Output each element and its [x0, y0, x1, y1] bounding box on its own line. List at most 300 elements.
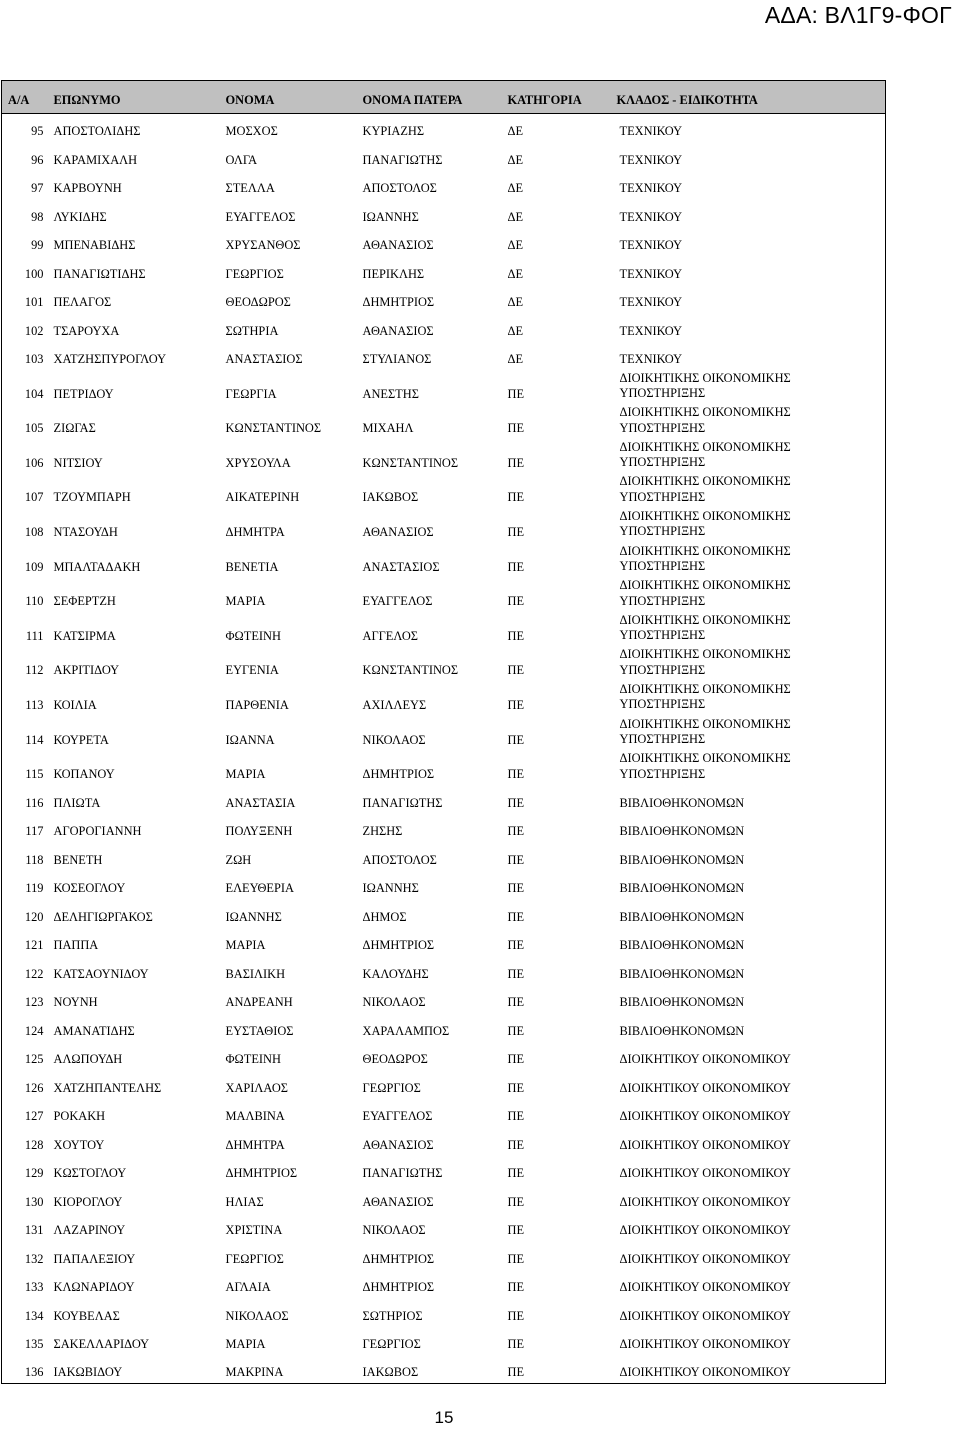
cell-category: ΔΕ [507, 352, 524, 366]
table-row [2, 313, 886, 342]
cell-first-name: ΜΑΡΙΑ [225, 1337, 266, 1352]
cell-category: ΠΕ [507, 767, 525, 782]
cell-category: ΠΕ [507, 490, 525, 505]
cell-first-name: ΗΛΙΑΣ [225, 1194, 264, 1209]
table-row [2, 256, 886, 285]
cell-row-number: 103 [2, 342, 54, 371]
branch-line: ΔΙΟΙΚΗΤΙΚΗΣ ΟΙΚΟΝΟΜΙΚΗΣ [619, 474, 791, 489]
cell-row-number: 110 [2, 578, 54, 613]
branch-line: ΔΙΟΙΚΗΤΙΚΗΣ ΟΙΚΟΝΟΜΙΚΗΣ [619, 543, 791, 558]
cell-father-name: ΙΑΚΩΒΟΣ [363, 1355, 508, 1384]
table-row [2, 899, 886, 928]
cell-first-name: ΦΩΤΕΙΝΗ [225, 628, 281, 643]
cell-first-name: ΜΑΛΒΙΝΑ [225, 1109, 285, 1124]
cell-row-number: 133 [2, 1270, 54, 1299]
cell-branch [617, 578, 886, 613]
cell-row-number: 109 [2, 543, 54, 578]
cell-row-number: 96 [2, 142, 54, 171]
header-row [2, 81, 886, 114]
cell-surname: ΛΑΖΑΡΙΝΟΥ [53, 1223, 126, 1238]
cell-row-number: 121 [2, 928, 54, 957]
cell-surname: ΧΑΤΖΗΠΑΝΤΕΛΗΣ [53, 1080, 162, 1095]
cell-father-name: ΓΕΩΡΓΙΟΣ [362, 1337, 421, 1352]
cell-surname: ΝΙΤΣΙΟΥ [53, 455, 103, 470]
cell-surname: ΝΤΑΣΟΥΔΗ [53, 524, 118, 539]
cell-category: ΠΕ [507, 1023, 525, 1038]
cell-branch [617, 439, 886, 474]
cell-row-number: 118 [2, 842, 54, 871]
cell-row-number: 126 [2, 1070, 54, 1099]
branch-line: ΔΙΟΙΚΗΤΙΚΟΥ ΟΙΚΟΝΟΜΙΚΟΥ [619, 1223, 791, 1238]
cell-branch [617, 142, 886, 171]
cell-father-name: ΑΘΑΝΑΣΙΟΣ [362, 524, 434, 539]
cell-branch [617, 716, 886, 751]
branch-line: ΥΠΟΣΤΗΡΙΞΗΣ [619, 697, 706, 712]
branch-line: ΔΙΟΙΚΗΤΙΚΗΣ ΟΙΚΟΝΟΜΙΚΗΣ [619, 612, 791, 627]
cell-first-name: ΓΕΩΡΓΙΟΣ [225, 266, 284, 281]
cell-surname: ΚΑΤΣΑΟΥΝΙΔΟΥ [53, 966, 149, 981]
cell-category: ΠΕ [507, 1280, 525, 1295]
branch-line: ΥΠΟΣΤΗΡΙΞΗΣ [619, 628, 706, 643]
cell-first-name: ΠΟΛΥΞΕΝΗ [225, 824, 293, 839]
cell-father-name: ΑΘΑΝΑΣΙΟΣ [362, 323, 434, 338]
table-row [2, 1213, 886, 1242]
cell-father-name: ΔΗΜΗΤΡΙΟΣ [362, 1280, 435, 1295]
cell-surname: ΚΩΣΤΟΓΛΟΥ [53, 1166, 127, 1181]
table-row [2, 1184, 886, 1213]
cell-surname: ΠΛΙΩΤΑ [53, 795, 101, 810]
cell-first-name: ΕΛΕΥΘΕΡΙΑ [225, 881, 294, 896]
cell-row-number: 116 [2, 785, 54, 814]
cell-row-number: 115 [2, 751, 54, 786]
cell-father-name: ΔΗΜΗΤΡΙΟΣ [362, 295, 435, 309]
cell-row-number: 130 [2, 1184, 54, 1213]
cell-father-name: ΠΕΡΙΚΛΗΣ [362, 266, 425, 281]
cell-surname: ΡΟΚΑΚΗ [53, 1109, 106, 1124]
cell-first-name: ΔΗΜΗΤΡΑ [225, 524, 285, 539]
column-header-name: ΟΝΟΜΑ [226, 81, 363, 114]
branch-line: ΔΙΟΙΚΗΤΙΚΗΣ ΟΙΚΟΝΟΜΙΚΗΣ [619, 647, 791, 662]
table-row [2, 228, 886, 257]
cell-father-name: ΙΑΚΩΒΟΣ [362, 490, 419, 505]
cell-first-name: ΒΑΣΙΛΙΚΗ [225, 966, 286, 981]
cell-father-name: ΔΗΜΟΣ [362, 909, 407, 924]
cell-row-number: 112 [2, 647, 54, 682]
cell-father-name: ΝΙΚΟΛΑΟΣ [362, 1223, 426, 1238]
cell-surname: ΔΕΛΗΓΙΩΡΓΑΚΟΣ [53, 909, 153, 924]
cell-surname: ΠΑΠΑΛΕΞΙΟΥ [53, 1251, 136, 1266]
cell-branch [617, 1298, 886, 1327]
cell-row-number: 105 [2, 405, 54, 440]
table-row [2, 842, 886, 871]
column-header-branch: ΚΛΑΔΟΣ - ΕΙΔΙΚΟΤΗΤΑ [617, 81, 886, 114]
branch-line: ΔΙΟΙΚΗΤΙΚΟΥ ΟΙΚΟΝΟΜΙΚΟΥ [619, 1251, 791, 1266]
cell-row-number: 108 [2, 508, 54, 543]
cell-row-number: 98 [2, 199, 54, 228]
branch-line: ΤΕΧΝΙΚΟΥ [619, 295, 683, 309]
cell-father-name: ΠΑΝΑΓΙΩΤΗΣ [362, 1166, 443, 1181]
cell-branch [617, 928, 886, 957]
cell-branch [617, 647, 886, 682]
table-row [2, 814, 886, 843]
branch-line: ΔΙΟΙΚΗΤΙΚΟΥ ΟΙΚΟΝΟΜΙΚΟΥ [619, 1166, 791, 1181]
cell-surname: ΤΖΟΥΜΠΑΡΗ [53, 490, 131, 505]
cell-surname: ΚΟΠΑΝΟΥ [53, 767, 115, 782]
cell-first-name: ΣΤΕΛΛΑ [225, 181, 275, 195]
cell-first-name: ΙΩΑΝΝΗΣ [225, 909, 282, 924]
branch-line: ΤΕΧΝΙΚΟΥ [619, 266, 683, 281]
cell-branch [617, 199, 886, 228]
cell-first-name: ΔΗΜΗΤΡΑ [225, 1137, 285, 1152]
cell-father-name: ΙΩΑΝΝΗΣ [362, 881, 419, 896]
cell-first-name: ΧΡΙΣΤΙΝΑ [225, 1223, 283, 1238]
cell-category: ΠΕ [507, 966, 525, 981]
cell-first-name: ΑΙΚΑΤΕΡΙΝΗ [225, 490, 300, 505]
cell-first-name: ΦΩΤΕΙΝΗ [225, 1052, 281, 1067]
cell-first-name: ΧΑΡΙΛΑΟΣ [225, 1080, 288, 1095]
branch-line: ΔΙΟΙΚΗΤΙΚΗΣ ΟΙΚΟΝΟΜΙΚΗΣ [619, 508, 791, 523]
cell-category: ΠΕ [507, 1166, 525, 1181]
cell-branch [617, 114, 886, 143]
cell-surname: ΑΠΟΣΤΟΛΙΔΗΣ [53, 124, 141, 138]
table-row [2, 142, 886, 171]
cell-father-name: ΔΗΜΗΤΡΙΟΣ [362, 938, 435, 953]
cell-row-number: 128 [2, 1127, 54, 1156]
cell-first-name: ΜΑΡΙΑ [225, 767, 266, 782]
cell-surname: ΑΛΩΠΟΥΔΗ [53, 1052, 123, 1067]
cell-row-number: 111 [2, 612, 54, 647]
table-row [2, 928, 886, 957]
table-row [2, 1013, 886, 1042]
cell-father-name: ΑΘΑΝΑΣΙΟΣ [362, 1137, 434, 1152]
cell-branch [617, 1099, 886, 1128]
table-row [2, 985, 886, 1014]
cell-row-number: 114 [2, 716, 54, 751]
table-row [2, 543, 886, 578]
cell-branch [617, 171, 886, 200]
table-row [2, 405, 886, 440]
cell-surname: ΖΙΩΓΑΣ [53, 421, 96, 436]
page-number: 15 [434, 1408, 454, 1427]
cell-row-number: 102 [2, 313, 54, 342]
cell-surname: ΠΕΛΑΓΟΣ [53, 295, 112, 309]
cell-branch [617, 1156, 886, 1185]
cell-father-name: ΙΩΑΝΝΗΣ [362, 209, 419, 224]
column-header-surname: ΕΠΩΝΥΜΟ [54, 81, 226, 114]
branch-line: ΔΙΟΙΚΗΤΙΚΟΥ ΟΙΚΟΝΟΜΙΚΟΥ [619, 1280, 791, 1295]
table-row [2, 1298, 886, 1327]
cell-first-name: ΘΕΟΔΩΡΟΣ [225, 295, 291, 309]
cell-surname: ΠΑΠΠΑ [53, 938, 99, 953]
table-row [2, 681, 886, 716]
branch-line: ΒΙΒΛΙΟΘΗΚΟΝΟΜΩΝ [619, 1023, 745, 1038]
cell-first-name: ΓΕΩΡΓΙΑ [225, 386, 277, 401]
cell-row-number: 135 [2, 1327, 54, 1356]
cell-category: ΠΕ [507, 1052, 525, 1067]
table-row [2, 1070, 886, 1099]
branch-line: ΥΠΟΣΤΗΡΙΞΗΣ [619, 420, 706, 435]
cell-father-name: ΑΝΕΣΤΗΣ [362, 386, 419, 401]
table-row [2, 1355, 886, 1384]
cell-row-number: 99 [2, 228, 54, 257]
table-row [2, 342, 886, 371]
cell-first-name: ΜΑΡΙΑ [225, 938, 266, 953]
cell-first-name: ΣΩΤΗΡΙΑ [225, 323, 279, 338]
cell-first-name: ΒΕΝΕΤΙΑ [225, 559, 279, 574]
cell-row-number: 132 [2, 1241, 54, 1270]
branch-line: ΥΠΟΣΤΗΡΙΞΗΣ [619, 524, 706, 539]
cell-category: ΠΕ [507, 628, 525, 643]
cell-branch [617, 508, 886, 543]
cell-first-name: ΜΟΣΧΟΣ [225, 124, 278, 138]
column-header-category: ΚΑΤΗΓΟΡΙΑ [508, 81, 617, 114]
cell-father-name: ΑΝΑΣΤΑΣΙΟΣ [362, 559, 440, 574]
cell-first-name: ΧΡΥΣΟΥΛΑ [225, 455, 291, 470]
table-row [2, 439, 886, 474]
cell-first-name: ΓΕΩΡΓΙΟΣ [225, 1251, 284, 1266]
cell-surname: ΜΠΑΛΤΑΔΑΚΗ [53, 559, 141, 574]
table-row [2, 1042, 886, 1071]
cell-first-name: ΟΛΓΑ [225, 152, 258, 167]
cell-father-name: ΝΙΚΟΛΑΟΣ [362, 995, 426, 1010]
branch-line: ΥΠΟΣΤΗΡΙΞΗΣ [619, 386, 706, 401]
branch-line: ΔΙΟΙΚΗΤΙΚΗΣ ΟΙΚΟΝΟΜΙΚΗΣ [619, 439, 791, 454]
cell-branch [617, 543, 886, 578]
cell-row-number: 124 [2, 1013, 54, 1042]
cell-surname: ΑΚΡΙΤΙΔΟΥ [53, 663, 120, 678]
cell-category: ΠΕ [507, 697, 525, 712]
column-header-father-name: ΟΝΟΜΑ ΠΑΤΕΡΑ [363, 81, 508, 114]
cell-first-name: ΜΑΡΙΑ [225, 594, 266, 609]
branch-line: ΔΙΟΙΚΗΤΙΚΗΣ ΟΙΚΟΝΟΜΙΚΗΣ [619, 370, 791, 385]
branch-line: ΤΕΧΝΙΚΟΥ [619, 352, 683, 366]
cell-category: ΠΕ [507, 1337, 525, 1352]
cell-row-number: 107 [2, 474, 54, 509]
cell-branch [617, 228, 886, 257]
cell-first-name: ΚΩΝΣΤΑΝΤΙΝΟΣ [225, 421, 322, 436]
table-row [2, 508, 886, 543]
cell-father-name: ΑΘΑΝΑΣΙΟΣ [362, 1194, 434, 1209]
cell-branch [617, 751, 886, 786]
cell-first-name: ΧΡΥΣΑΝΘΟΣ [225, 238, 301, 252]
cell-branch [617, 681, 886, 716]
cell-row-number: 125 [2, 1042, 54, 1071]
table-row [2, 716, 886, 751]
cell-surname: ΝΟΥΝΗ [53, 995, 98, 1010]
cell-branch [617, 1042, 886, 1071]
cell-surname: ΚΑΡΒΟΥΝΗ [53, 181, 122, 195]
cell-first-name: ΑΝΑΣΤΑΣΙΑ [225, 795, 296, 810]
cell-category: ΠΕ [507, 1137, 525, 1152]
cell-branch [617, 474, 886, 509]
cell-first-name: ΝΙΚΟΛΑΟΣ [225, 1308, 289, 1323]
cell-father-name: ΘΕΟΔΩΡΟΣ [362, 1052, 428, 1067]
cell-surname: ΧΑΤΖΗΣΠΥΡΟΓΛΟΥ [53, 352, 167, 366]
cell-surname: ΙΑΚΩΒΙΔΟΥ [54, 1355, 226, 1384]
branch-line: ΔΙΟΙΚΗΤΙΚΟΥ ΟΙΚΟΝΟΜΙΚΟΥ [619, 1194, 791, 1209]
table-row [2, 1270, 886, 1299]
branch-line: ΒΙΒΛΙΟΘΗΚΟΝΟΜΩΝ [619, 881, 745, 896]
cell-surname: ΠΑΝΑΓΙΩΤΙΔΗΣ [53, 266, 146, 281]
cell-father-name: ΜΙΧΑΗΛ [362, 421, 414, 436]
table-row [2, 1241, 886, 1270]
branch-line: ΒΙΒΛΙΟΘΗΚΟΝΟΜΩΝ [619, 966, 745, 981]
cell-father-name: ΑΘΑΝΑΣΙΟΣ [362, 238, 434, 252]
cell-father-name: ΖΗΣΗΣ [362, 824, 403, 839]
cell-surname: ΚΟΣΕΟΓΛΟΥ [53, 881, 126, 896]
cell-row-number: 101 [2, 285, 54, 314]
cell-category: ΠΕ [507, 386, 525, 401]
cell-surname: ΣΑΚΕΛΛΑΡΙΔΟΥ [53, 1337, 150, 1352]
cell-row-number: 113 [2, 681, 54, 716]
cell-first-name: ΑΓΛΑΙΑ [225, 1280, 271, 1295]
table-row [2, 578, 886, 613]
cell-branch [617, 1355, 886, 1384]
table-header [2, 81, 886, 114]
cell-surname: ΚΙΟΡΟΓΛΟΥ [53, 1194, 123, 1209]
cell-father-name: ΚΥΡΙΑΖΗΣ [362, 124, 425, 138]
cell-branch [617, 1327, 886, 1356]
cell-branch [617, 370, 886, 405]
branch-line: ΔΙΟΙΚΗΤΙΚΟΥ ΟΙΚΟΝΟΜΙΚΟΥ [619, 1080, 791, 1095]
cell-surname: ΤΣΑΡΟΥΧΑ [53, 323, 120, 338]
cell-category: ΠΕ [507, 594, 525, 609]
cell-category: ΠΕ [507, 938, 525, 953]
cell-branch [617, 342, 886, 371]
cell-category: ΔΕ [507, 295, 524, 309]
cell-category: ΠΕ [507, 824, 525, 839]
cell-category: ΔΕ [507, 181, 524, 195]
cell-row-number: 122 [2, 956, 54, 985]
branch-line: ΥΠΟΣΤΗΡΙΞΗΣ [619, 559, 706, 574]
cell-branch [617, 1184, 886, 1213]
cell-father-name: ΧΑΡΑΛΑΜΠΟΣ [362, 1023, 450, 1038]
table-row [2, 647, 886, 682]
table-body [2, 114, 886, 1384]
cell-surname: ΚΟΙΛΙΑ [53, 697, 97, 712]
cell-first-name: ΕΥΣΤΑΘΙΟΣ [225, 1023, 294, 1038]
cell-category: ΠΕ [507, 421, 525, 436]
cell-father-name: ΚΩΝΣΤΑΝΤΙΝΟΣ [362, 455, 459, 470]
branch-line: ΒΙΒΛΙΟΘΗΚΟΝΟΜΩΝ [619, 795, 745, 810]
cell-father-name: ΠΑΝΑΓΙΩΤΗΣ [362, 152, 443, 167]
cell-branch [617, 285, 886, 314]
cell-row-number: 117 [2, 814, 54, 843]
cell-row-number: 97 [2, 171, 54, 200]
cell-surname: ΜΠΕΝΑΒΙΔΗΣ [53, 238, 136, 252]
cell-first-name: ΙΩΑΝΝΑ [225, 732, 275, 747]
cell-row-number: 106 [2, 439, 54, 474]
table-row [2, 171, 886, 200]
cell-branch [617, 1270, 886, 1299]
branch-line: ΤΕΧΝΙΚΟΥ [619, 124, 683, 138]
branch-line: ΔΙΟΙΚΗΤΙΚΟΥ ΟΙΚΟΝΟΜΙΚΟΥ [619, 1308, 791, 1323]
cell-category: ΔΕ [507, 323, 524, 338]
cell-father-name: ΓΕΩΡΓΙΟΣ [362, 1080, 421, 1095]
cell-father-name: ΑΠΟΣΤΟΛΟΣ [362, 852, 437, 867]
personnel-table [1, 80, 886, 1384]
branch-line: ΒΙΒΛΙΟΘΗΚΟΝΟΜΩΝ [619, 852, 745, 867]
cell-branch [617, 1213, 886, 1242]
cell-father-name: ΕΥΑΓΓΕΛΟΣ [362, 594, 433, 609]
branch-line: ΒΙΒΛΙΟΘΗΚΟΝΟΜΩΝ [619, 995, 745, 1010]
column-header-aa: Α/Α [2, 81, 54, 114]
cell-branch [617, 1127, 886, 1156]
table-row [2, 285, 886, 314]
cell-father-name: ΝΙΚΟΛΑΟΣ [362, 732, 426, 747]
table-row [2, 751, 886, 786]
cell-surname: ΛΥΚΙΔΗΣ [53, 209, 107, 224]
cell-row-number: 120 [2, 899, 54, 928]
table-row [2, 871, 886, 900]
branch-line: ΥΠΟΣΤΗΡΙΞΗΣ [619, 455, 706, 470]
cell-father-name: ΣΩΤΗΡΙΟΣ [362, 1308, 423, 1323]
cell-category: ΠΕ [507, 663, 525, 678]
cell-category: ΔΕ [507, 209, 524, 224]
cell-father-name: ΚΑΛΟΥΔΗΣ [362, 966, 429, 981]
cell-category: ΠΕ [507, 1308, 525, 1323]
cell-category: ΠΕ [507, 995, 525, 1010]
table-row [2, 612, 886, 647]
table-row [2, 1327, 886, 1356]
cell-category: ΠΕ [507, 1080, 525, 1095]
branch-line: ΔΙΟΙΚΗΤΙΚΗΣ ΟΙΚΟΝΟΜΙΚΗΣ [619, 405, 791, 420]
cell-first-name: ΔΗΜΗΤΡΙΟΣ [225, 1166, 298, 1181]
table-row [2, 1156, 886, 1185]
branch-line: ΒΙΒΛΙΟΘΗΚΟΝΟΜΩΝ [619, 938, 745, 953]
cell-row-number: 131 [2, 1213, 54, 1242]
cell-branch [617, 814, 886, 843]
cell-branch [617, 899, 886, 928]
cell-father-name: ΑΓΓΕΛΟΣ [362, 628, 418, 643]
branch-line: ΤΕΧΝΙΚΟΥ [619, 323, 683, 338]
cell-branch [617, 1241, 886, 1270]
ada-header: ΑΔΑ: ΒΛ1Γ9-ΦΟΓ [764, 2, 952, 28]
branch-line: ΤΕΧΝΙΚΟΥ [619, 209, 683, 224]
branch-line: ΔΙΟΙΚΗΤΙΚΗΣ ΟΙΚΟΝΟΜΙΚΗΣ [619, 578, 791, 593]
cell-row-number: 129 [2, 1156, 54, 1185]
cell-branch [617, 313, 886, 342]
cell-surname: ΚΟΥΒΕΛΑΣ [53, 1308, 120, 1323]
cell-first-name: ΑΝΑΣΤΑΣΙΟΣ [225, 352, 303, 366]
cell-surname: ΚΛΩΝΑΡΙΔΟΥ [53, 1280, 135, 1295]
cell-surname: ΣΕΦΕΡΤΖΗ [53, 594, 116, 609]
cell-branch [617, 842, 886, 871]
table-row [2, 474, 886, 509]
cell-category: ΠΕ [507, 852, 525, 867]
table-row [2, 1127, 886, 1156]
cell-father-name: ΠΑΝΑΓΙΩΤΗΣ [362, 795, 443, 810]
cell-row-number: 100 [2, 256, 54, 285]
branch-line: ΔΙΟΙΚΗΤΙΚΟΥ ΟΙΚΟΝΟΜΙΚΟΥ [619, 1365, 791, 1380]
cell-father-name: ΑΠΟΣΤΟΛΟΣ [362, 181, 437, 195]
cell-father-name: ΚΩΝΣΤΑΝΤΙΝΟΣ [362, 663, 459, 678]
cell-category: ΠΕ [507, 1109, 525, 1124]
cell-row-number: 127 [2, 1099, 54, 1128]
branch-line: ΔΙΟΙΚΗΤΙΚΟΥ ΟΙΚΟΝΟΜΙΚΟΥ [619, 1137, 791, 1152]
table-row [2, 199, 886, 228]
cell-surname: ΚΑΤΣΙΡΜΑ [53, 628, 116, 643]
cell-surname: ΚΟΥΡΕΤΑ [53, 732, 109, 747]
cell-father-name: ΕΥΑΓΓΕΛΟΣ [362, 1109, 433, 1124]
branch-line: ΔΙΟΙΚΗΤΙΚΟΥ ΟΙΚΟΝΟΜΙΚΟΥ [619, 1109, 791, 1124]
cell-row-number: 136 [2, 1355, 54, 1384]
cell-category: ΠΕ [507, 1251, 525, 1266]
table-row [2, 114, 886, 143]
cell-row-number: 104 [2, 370, 54, 405]
cell-category: ΠΕ [507, 455, 525, 470]
cell-branch [617, 785, 886, 814]
